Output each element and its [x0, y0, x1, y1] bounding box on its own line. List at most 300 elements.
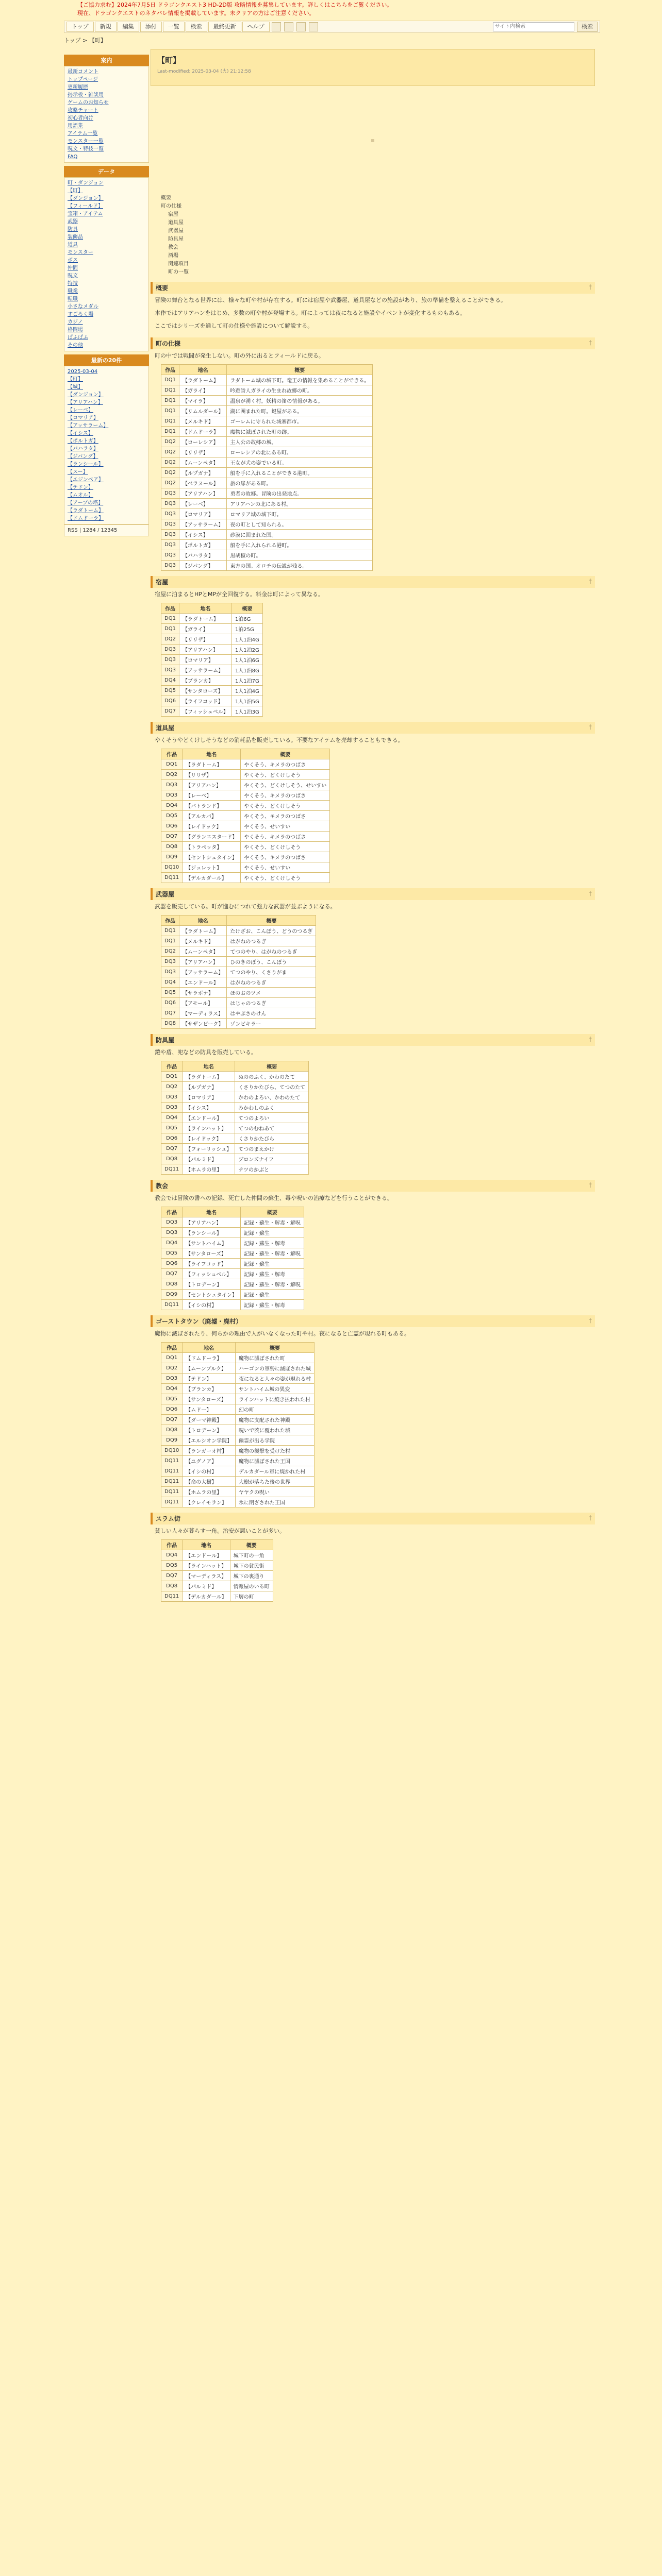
table-cell[interactable]: 【アリアハン】: [179, 645, 231, 655]
table-row: [161, 988, 316, 998]
table-cell: 記録・蘇生・解毒: [240, 1238, 304, 1248]
table-cell[interactable]: 【ラダトーム】: [179, 926, 226, 936]
table-cell[interactable]: 【マーディラス】: [179, 1008, 226, 1019]
table-row: [161, 696, 263, 706]
table-row: [161, 977, 316, 988]
notice-line[interactable]: 現在、ドラゴンクエストのネタバレ情報を掲載しています。未クリアの方はご注意ください。: [77, 10, 315, 16]
table-cell[interactable]: 【エンドール】: [183, 1113, 235, 1123]
table-row: [161, 1123, 309, 1133]
table-row: [161, 1082, 309, 1092]
sidebar-item[interactable]: ぱふぱふ: [68, 335, 88, 341]
table-cell[interactable]: 【アッサラーム】: [179, 967, 226, 977]
toc-item[interactable]: 防具屋: [168, 236, 184, 242]
table-cell: DQ1: [161, 926, 179, 936]
table-cell: ほのおのツメ: [227, 988, 316, 998]
table-cell: DQ1: [161, 936, 179, 946]
sidebar-item[interactable]: 【イシス】: [68, 431, 93, 436]
table-cell[interactable]: 【イシス】: [179, 530, 226, 540]
table-cell: DQ10: [161, 1446, 183, 1456]
sidebar-item[interactable]: ボス: [68, 258, 78, 263]
table-cell: DQ3: [161, 1217, 183, 1228]
table-header-row: [161, 1207, 304, 1217]
sidebar-item[interactable]: 【テドン】: [68, 485, 93, 490]
table-cell[interactable]: 【バトランド】: [183, 801, 241, 811]
table-cell[interactable]: 【ロマリア】: [183, 1092, 235, 1103]
table-cell[interactable]: 【ルプガナ】: [179, 468, 226, 478]
table-cell[interactable]: 【レイドック】: [183, 1133, 235, 1144]
data-table: [161, 915, 316, 1029]
table-row: [161, 1154, 309, 1164]
table-row: [161, 509, 373, 519]
toc-item[interactable]: 概要: [161, 195, 171, 201]
table-cell: やくそう、どくけしそう: [241, 770, 330, 780]
pilcrow-icon[interactable]: †: [589, 1036, 592, 1043]
table-cell[interactable]: 【ランガーオ村】: [183, 1446, 236, 1456]
table-row: [161, 1259, 304, 1269]
table-cell: DQ4: [161, 1550, 183, 1561]
table-row: [161, 936, 316, 946]
table-cell: 大樹が落ちた後の世界: [236, 1477, 315, 1487]
sidebar-item[interactable]: 【フィールド】: [68, 204, 103, 209]
table-cell: DQ11: [161, 1300, 183, 1310]
table-cell[interactable]: 【リムルダール】: [179, 406, 226, 416]
table-cell: DQ8: [161, 842, 183, 852]
pilcrow-icon[interactable]: †: [589, 1514, 592, 1521]
toc-item[interactable]: 宿屋: [168, 212, 178, 217]
notice-line[interactable]: 【ご協力求む】2024年7月5日 ドラゴンクエスト3 HD-2D版 攻略情報を募集しています。詳しくはこちらをご覧ください。: [77, 2, 393, 8]
table-cell: 1人1泊5G: [231, 696, 262, 706]
pilcrow-icon[interactable]: †: [589, 723, 592, 731]
sidebar-item[interactable]: 【ロマリア】: [68, 415, 98, 421]
table-cell: DQ5: [161, 988, 179, 998]
sidebar-item[interactable]: 【ジパング】: [68, 454, 98, 460]
column-header: 地名: [183, 1540, 230, 1550]
ad-placeholder: ▪: [370, 137, 375, 144]
table-cell[interactable]: 【ラインハット】: [183, 1561, 230, 1571]
section-title: 武器屋: [156, 891, 175, 898]
sidebar-item[interactable]: 【ドムドーラ】: [68, 516, 104, 521]
sidebar-item[interactable]: 【町】: [68, 188, 83, 194]
table-cell[interactable]: 【ジパング】: [179, 561, 226, 571]
sidebar-item[interactable]: 職業: [68, 289, 78, 294]
table-cell[interactable]: 【サントハイム】: [183, 1238, 241, 1248]
table-row: [161, 1561, 273, 1571]
table-cell: DQ3: [161, 519, 179, 530]
sidebar-item[interactable]: 【スー】: [68, 469, 88, 475]
table-cell[interactable]: 【ジュレット】: [183, 862, 241, 873]
sidebar-item[interactable]: 仲間: [68, 265, 78, 271]
sidebar-item[interactable]: 装飾品: [68, 234, 83, 240]
sidebar-item[interactable]: ゲームのお知らせ: [68, 100, 109, 106]
table-cell: DQ3: [161, 509, 179, 519]
table-cell: 黒胡椒の町。: [227, 550, 373, 561]
table-cell[interactable]: 【命の大樹】: [183, 1477, 236, 1487]
table-cell: はやぶさのけん: [227, 1008, 316, 1019]
table-cell[interactable]: 【アルカパ】: [183, 811, 241, 821]
sidebar-item[interactable]: 【ダンジョン】: [68, 392, 104, 398]
sidebar-item[interactable]: 用語集: [68, 123, 83, 129]
page-title: 【町】: [157, 56, 181, 65]
sidebar-item[interactable]: 武器: [68, 219, 78, 225]
table-cell[interactable]: 【ラダトーム】: [179, 375, 226, 385]
table-cell[interactable]: 【アッサラーム】: [179, 665, 231, 675]
table-cell[interactable]: 【ローレシア】: [179, 437, 226, 447]
table-row: [161, 1113, 309, 1123]
sidebar-item[interactable]: 【城】: [68, 384, 83, 390]
pilcrow-icon[interactable]: †: [589, 339, 592, 346]
table-cell: やくそう、せいすい: [241, 862, 330, 873]
edit-icon[interactable]: [272, 22, 281, 31]
sidebar-item[interactable]: 初心者向け: [68, 115, 93, 121]
sidebar-item[interactable]: モンスター一覧: [68, 139, 104, 144]
table-cell[interactable]: 【セントシュタイン】: [183, 852, 241, 862]
table-row: [161, 1425, 315, 1435]
sidebar-item[interactable]: 【ポルトガ】: [68, 438, 98, 444]
table-cell[interactable]: 【イシの村】: [183, 1300, 241, 1310]
table-cell[interactable]: 【アモール】: [179, 998, 226, 1008]
toolbar-button[interactable]: トップ: [67, 22, 94, 32]
sidebar-item[interactable]: 【町】: [68, 377, 83, 382]
toolbar-button[interactable]: 一覧: [163, 22, 185, 32]
table-cell: DQ5: [161, 1123, 183, 1133]
sidebar-item[interactable]: 【レーベ】: [68, 408, 93, 413]
toolbar-button[interactable]: 新規: [95, 22, 117, 32]
table-cell[interactable]: 【アリアハン】: [183, 1217, 241, 1228]
toc-item[interactable]: 酒場: [168, 253, 178, 259]
table-cell[interactable]: 【ラインハット】: [183, 1123, 235, 1133]
sidebar-item[interactable]: 道具: [68, 242, 78, 248]
table-cell: てつのむねあて: [235, 1123, 309, 1133]
table-cell: 1人1泊2G: [231, 645, 262, 655]
table-cell[interactable]: 【エルシオン学院】: [183, 1435, 236, 1446]
section-heading: [151, 1513, 595, 1524]
table-cell: やくそう、キメラのつばさ: [241, 790, 330, 801]
table-cell[interactable]: 【ランシール】: [183, 1228, 241, 1238]
sidebar-item[interactable]: 【アッサラーム】: [68, 423, 109, 429]
section-title: ゴーストタウン（廃墟・廃村）: [156, 1318, 242, 1325]
sidebar-item[interactable]: 呪文・特技一覧: [68, 146, 104, 152]
sidebar-item[interactable]: 防具: [68, 227, 78, 232]
table-row: [161, 770, 330, 780]
table-cell[interactable]: 【レーベ】: [179, 499, 226, 509]
table-cell: 記録・蘇生・解毒・解呪: [240, 1279, 304, 1290]
pilcrow-icon[interactable]: †: [589, 1317, 592, 1324]
table-cell: DQ2: [161, 478, 179, 488]
column-header: 作品: [161, 603, 179, 614]
table-cell[interactable]: 【ムーンブルク】: [183, 1363, 236, 1374]
table-row: [161, 1571, 273, 1581]
sidebar-item[interactable]: 【バハラタ】: [68, 446, 98, 452]
table-cell: DQ9: [161, 1290, 183, 1300]
table-cell[interactable]: 【ドムドーラ】: [183, 1353, 236, 1363]
toc-item[interactable]: 町の仕様: [161, 204, 181, 209]
sidebar-item[interactable]: すごろく場: [68, 312, 93, 317]
sidebar-section: [64, 66, 149, 163]
table-row: [161, 396, 373, 406]
table-cell: やくそう、どくけしそう: [241, 873, 330, 883]
table-cell[interactable]: 【サザンビーク】: [179, 1019, 226, 1029]
sidebar-section-title: データ: [64, 166, 149, 177]
table-cell: DQ2: [161, 468, 179, 478]
table-cell[interactable]: 【クレイモラン】: [183, 1497, 236, 1507]
sidebar-section: [64, 177, 149, 351]
sidebar-item[interactable]: アイテム一覧: [68, 131, 98, 137]
table-cell: DQ3: [161, 550, 179, 561]
sidebar-item[interactable]: 【アープの塔】: [68, 500, 104, 506]
sidebar-item[interactable]: 【ラダトーム】: [68, 508, 104, 514]
table-cell: やくそう、せいすい: [241, 821, 330, 832]
table-cell[interactable]: 【サンタローズ】: [183, 1394, 236, 1404]
table-cell: デルカダール軍に焼かれた村: [236, 1466, 315, 1477]
data-table: [161, 603, 263, 717]
sidebar-item[interactable]: 【ムオル】: [68, 493, 93, 498]
table-cell: DQ6: [161, 1404, 183, 1415]
table-cell: ハーゴンの軍勢に滅ぼされた城: [236, 1363, 315, 1374]
table-row: [161, 406, 373, 416]
sidebar-item[interactable]: 特技: [68, 281, 78, 286]
table-row: [161, 634, 263, 645]
table-cell[interactable]: 【マイラ】: [179, 396, 226, 406]
paragraph: 冒険の舞台となる世界には、様々な町や村が存在する。町には宿屋や武器屋、道具屋などの施設があり、旅の準備を整えることができる。: [155, 297, 506, 303]
sidebar-item[interactable]: 町・ダンジョン: [68, 180, 104, 186]
data-table: [161, 1539, 273, 1602]
sidebar-item[interactable]: 2025-03-04: [68, 369, 98, 375]
table-cell[interactable]: 【ラダトーム】: [183, 759, 241, 770]
table-cell[interactable]: 【バハラタ】: [179, 550, 226, 561]
sidebar-item[interactable]: 格闘場: [68, 327, 83, 333]
sidebar-item[interactable]: トップページ: [68, 77, 98, 82]
toc-item[interactable]: 教会: [168, 245, 178, 250]
table-cell[interactable]: 【ベラヌール】: [179, 478, 226, 488]
sidebar-item[interactable]: 【アリアハン】: [68, 400, 103, 405]
toolbar-button[interactable]: ヘルプ: [242, 22, 270, 32]
table-cell[interactable]: 【ホムラの里】: [183, 1487, 236, 1497]
table-cell[interactable]: 【ムーンペタ】: [179, 457, 226, 468]
table-cell: 夜になると人々の姿が現れる村: [236, 1374, 315, 1384]
table-cell[interactable]: 【ドムドーラ】: [179, 427, 226, 437]
table-cell[interactable]: 【エンドール】: [183, 1550, 230, 1561]
table-cell[interactable]: 【トラペッタ】: [183, 842, 241, 852]
search-button[interactable]: 検索: [577, 22, 598, 32]
table-cell: DQ4: [161, 1238, 183, 1248]
table-cell: ぬののふく、かわのたて: [235, 1072, 309, 1082]
table-cell[interactable]: 【エンドール】: [179, 977, 226, 988]
sections: [151, 282, 595, 1602]
sidebar-item[interactable]: カジノ: [68, 319, 83, 325]
sidebar-item[interactable]: 攻略チャート: [68, 108, 98, 113]
table-row: [161, 1550, 273, 1561]
table-cell: DQ11: [161, 1466, 183, 1477]
table-cell: DQ2: [161, 770, 183, 780]
table-row: [161, 832, 330, 842]
table-cell[interactable]: 【ホムラの里】: [183, 1164, 235, 1175]
column-header: 作品: [161, 749, 183, 759]
table-cell[interactable]: 【パルミド】: [183, 1154, 235, 1164]
breadcrumb[interactable]: トップ > 【町】: [64, 37, 106, 44]
table-cell[interactable]: 【メルキド】: [179, 936, 226, 946]
table-cell[interactable]: 【ポルトガ】: [179, 540, 226, 550]
table-cell[interactable]: 【リリザ】: [179, 634, 231, 645]
table-cell[interactable]: 【レーベ】: [183, 790, 241, 801]
sidebar-item[interactable]: 【ランシール】: [68, 462, 104, 467]
table-cell[interactable]: 【セントシュタイン】: [183, 1290, 241, 1300]
column-header: 概要: [230, 1540, 273, 1550]
table-cell: DQ5: [161, 686, 179, 696]
table-cell[interactable]: 【デルカダール】: [183, 1591, 230, 1602]
table-cell[interactable]: 【サラボナ】: [179, 988, 226, 998]
table-cell[interactable]: 【グランエスタード】: [183, 832, 241, 842]
table-row: [161, 1008, 316, 1019]
table-row: [161, 561, 373, 571]
table-cell[interactable]: 【ブランカ】: [183, 1384, 236, 1394]
table-cell[interactable]: 【ロマリア】: [179, 509, 226, 519]
table-row: [161, 665, 263, 675]
toolbar-button[interactable]: 検索: [186, 22, 207, 32]
table-row: [161, 1394, 315, 1404]
pilcrow-icon[interactable]: †: [589, 1181, 592, 1189]
pilcrow-icon[interactable]: †: [589, 283, 592, 291]
table-row: [161, 550, 373, 561]
table-cell: くさりかたびら、てつのたて: [235, 1082, 309, 1092]
table-cell: ラインハットに焼き払われた村: [236, 1394, 315, 1404]
table-cell[interactable]: 【アリアハン】: [183, 780, 241, 790]
list-icon[interactable]: [296, 22, 306, 31]
table-cell[interactable]: 【トロデーン】: [183, 1279, 241, 1290]
table-cell[interactable]: 【イシス】: [183, 1103, 235, 1113]
table-cell[interactable]: 【ライフコッド】: [183, 1259, 241, 1269]
table-row: [161, 998, 316, 1008]
sidebar-item[interactable]: 掲示板・雑談用: [68, 92, 104, 98]
toolbar-button[interactable]: 編集: [118, 22, 139, 32]
table-cell: ロマリア城の城下町。: [227, 509, 373, 519]
table-cell: やくそう、キメラのつばさ: [241, 759, 330, 770]
table-cell[interactable]: 【デルカダール】: [183, 873, 241, 883]
sidebar-item[interactable]: 小さなメダル: [68, 304, 98, 310]
table-cell[interactable]: 【ブランカ】: [179, 675, 231, 686]
table-cell: やくそう、どくけしそう: [241, 801, 330, 811]
table-cell[interactable]: 【リリザ】: [179, 447, 226, 457]
table-cell[interactable]: 【マーディラス】: [183, 1571, 230, 1581]
column-header: 地名: [183, 1061, 235, 1072]
table-header-row: [161, 1540, 273, 1550]
table-cell[interactable]: 【ルプガナ】: [183, 1082, 235, 1092]
table-cell[interactable]: 【フィッシュベル】: [179, 706, 231, 717]
sidebar-item[interactable]: その他: [68, 343, 83, 348]
sidebar-item[interactable]: 転職: [68, 296, 78, 302]
sidebar-item[interactable]: 最新コメント: [68, 69, 98, 75]
table-cell: 温泉が湧く村。妖精の笛の情報がある。: [227, 396, 373, 406]
toc-item[interactable]: 町の一覧: [168, 269, 189, 275]
table-cell[interactable]: 【パルミド】: [183, 1581, 230, 1591]
table-cell[interactable]: 【ラダトーム】: [183, 1072, 235, 1082]
table-row: [161, 1092, 309, 1103]
table-cell[interactable]: 【ユグノア】: [183, 1456, 236, 1466]
table-row: [161, 385, 373, 396]
table-cell: ゾンビキラー: [227, 1019, 316, 1029]
pilcrow-icon[interactable]: †: [589, 890, 592, 897]
table-cell: DQ7: [161, 1571, 183, 1581]
table-cell: はじゃのつるぎ: [227, 998, 316, 1008]
sidebar-item[interactable]: 【エジンベア】: [68, 477, 104, 483]
table-cell[interactable]: 【フィッシュベル】: [183, 1269, 241, 1279]
table-of-contents: [151, 194, 595, 277]
toolbar-button[interactable]: 添付: [140, 22, 162, 32]
toc-item[interactable]: 武器屋: [168, 228, 184, 234]
page-header: [151, 49, 595, 86]
sidebar-section-title: 案内: [64, 55, 149, 66]
table-cell[interactable]: 【ライフコッド】: [179, 696, 231, 706]
table-row: [161, 416, 373, 427]
table-cell[interactable]: 【レイドック】: [183, 821, 241, 832]
paragraph: 宿屋に泊まるとHPとMPが全回復する。料金は町によって異なる。: [155, 591, 324, 598]
table-cell: DQ7: [161, 832, 183, 842]
table-cell[interactable]: 【サンタローズ】: [179, 686, 231, 696]
table-cell[interactable]: 【ガライ】: [179, 385, 226, 396]
rss-icon[interactable]: [309, 22, 318, 31]
table-cell: DQ3: [161, 957, 179, 967]
sidebar-item[interactable]: 【ダンジョン】: [68, 196, 104, 201]
toc-item[interactable]: 関連項目: [168, 261, 189, 267]
table-cell[interactable]: 【ムドー】: [183, 1404, 236, 1415]
table-row: [161, 1446, 315, 1456]
sidebar-item[interactable]: FAQ: [68, 154, 78, 160]
column-header: 作品: [161, 365, 179, 375]
attach-icon[interactable]: [284, 22, 293, 31]
table-cell[interactable]: 【ロマリア】: [179, 655, 231, 665]
table-cell: 幽霊が出る学院: [236, 1435, 315, 1446]
sidebar-item[interactable]: 宝箱・アイテム: [68, 211, 103, 217]
pilcrow-icon[interactable]: †: [589, 578, 592, 585]
sidebar-item[interactable]: 呪文: [68, 273, 78, 279]
search-input[interactable]: [493, 22, 574, 31]
section-title: 防具屋: [156, 1037, 175, 1044]
sidebar-item[interactable]: モンスター: [68, 250, 93, 256]
table-cell: 幻の町: [236, 1404, 315, 1415]
table-cell[interactable]: 【アッサラーム】: [179, 519, 226, 530]
last-modified: Last-modified: 2025-03-04 (火) 21:12:58: [157, 69, 251, 74]
table-cell[interactable]: 【フォーリッシュ】: [183, 1144, 235, 1154]
table-cell[interactable]: 【ダーマ神殿】: [183, 1415, 236, 1425]
sidebar: [64, 52, 149, 536]
paragraph: 武器を販売している。町が進むにつれて強力な武器が並ぶようになる。: [155, 903, 336, 910]
table-cell: DQ4: [161, 1384, 183, 1394]
table-cell: かわのよろい、かわのたて: [235, 1092, 309, 1103]
table-cell: ローレシアの北にある町。: [227, 447, 373, 457]
table-cell[interactable]: 【ムーンペタ】: [179, 946, 226, 957]
table-cell: 記録・蘇生: [240, 1259, 304, 1269]
table-cell: DQ3: [161, 665, 179, 675]
sidebar-item[interactable]: 更新履歴: [68, 84, 88, 90]
table-cell[interactable]: 【アリアハン】: [179, 957, 226, 967]
table-header-row: [161, 1343, 315, 1353]
table-cell: DQ1: [161, 396, 179, 406]
table-cell: はがねのつるぎ: [227, 936, 316, 946]
table-cell[interactable]: 【サンタローズ】: [183, 1248, 241, 1259]
toolbar-button[interactable]: 最終更新: [208, 22, 241, 32]
table-cell[interactable]: 【リリザ】: [183, 770, 241, 780]
table-cell[interactable]: 【ガライ】: [179, 624, 231, 634]
table-cell[interactable]: 【アリアハン】: [179, 488, 226, 499]
table-cell[interactable]: 【メルキド】: [179, 416, 226, 427]
table-cell[interactable]: 【イシの村】: [183, 1466, 236, 1477]
toc-item[interactable]: 道具屋: [168, 220, 184, 226]
table-cell: DQ1: [161, 416, 179, 427]
table-cell[interactable]: 【ラダトーム】: [179, 614, 231, 624]
table-cell[interactable]: 【テドン】: [183, 1374, 236, 1384]
table-cell: DQ3: [161, 540, 179, 550]
table-row: [161, 1279, 304, 1290]
table-cell[interactable]: 【トロデーン】: [183, 1425, 236, 1435]
